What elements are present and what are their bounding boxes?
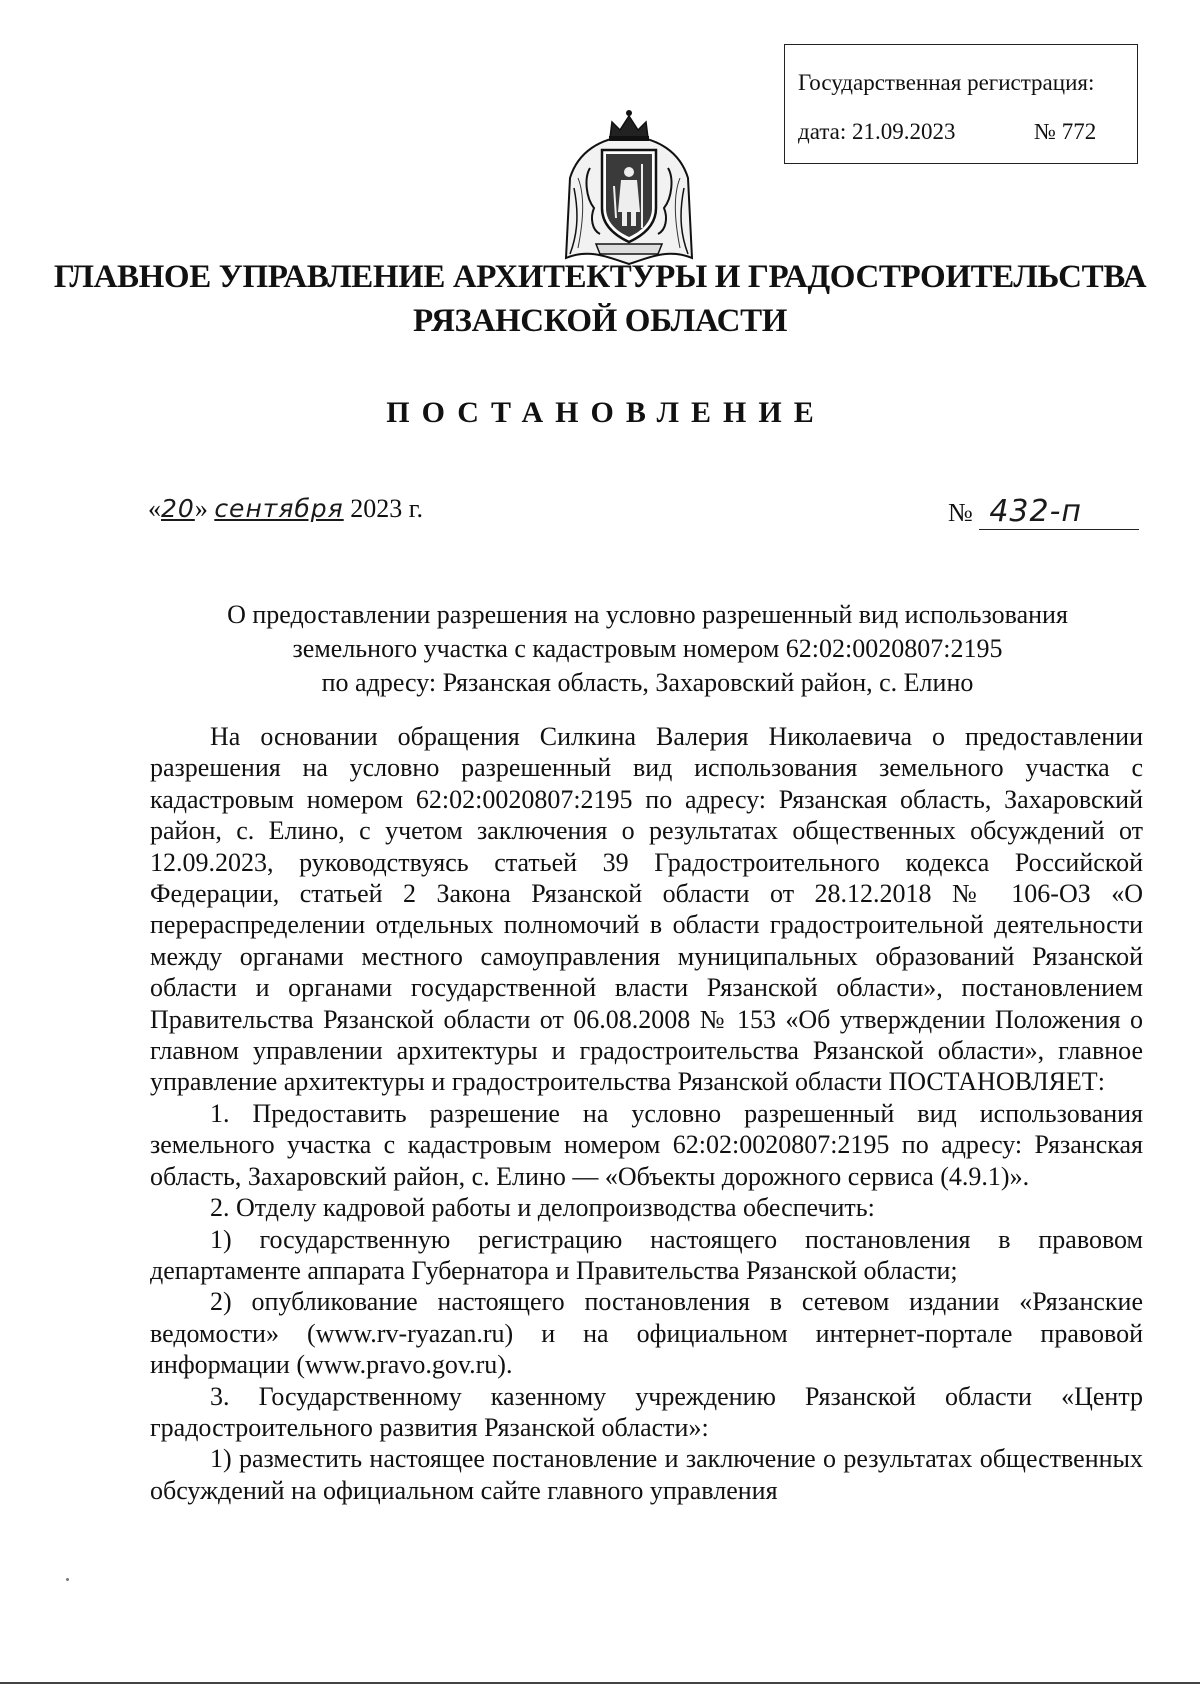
document-number [948,494,1139,530]
subject-line2: земельного участка с кадастровым номером 62:02:0020807:2195 [292,634,1003,663]
date-year: 2023 г. [350,494,423,523]
document-date [148,494,423,524]
registration-title: Государственная регистрация: [798,70,1095,95]
paragraph-item-3-1: 1) разместить настоящее постановление и заключение о результатах общественных обсуждений на официальном сайте главного управления [150,1444,1143,1505]
paragraph-item-3: 3. Государственному казенному учреждению Рязанской области «Центр градостроительного развития Рязанской области»: [150,1381,1143,1442]
subject-line3: по адресу: Рязанская область, Захаровский район, с. Елино [321,668,974,697]
date-open-quote: « [148,494,161,523]
date-month-handwritten: сентября [214,494,344,523]
paragraph-item-2-1: 1) государственную регистрацию настоящего постановления в правовом департаменте аппарата Губернатора и Правительства Рязанской области; [150,1224,1143,1285]
date-day-handwritten: 20 [161,494,195,523]
number-prefix: № [948,498,973,527]
paragraph-preamble: На основании обращения Силкина Валерия Николаевича о предоставлении разрешения на условно разрешенный вид использования земельного участка с кадастровым номером 62:02:0020807:2195 по адресу: Рязанская область, Захаровский район, с. Елино, с учетом заключения о результатах общественных обсуждений от 12.09.2023, руководствуясь статьей 39 Градостроительного кодекса Российской Федерации, статьей 2 Закона Рязанской области от 28.12.2018 № 106-ОЗ «О перераспределении отдельных полномочий в области градостроительной деятельности между органами местного самоуправления муниципальных образований Рязанской области и органами государственной власти Рязанской области», постановлением Правительства Рязанской области от 06.08.2008 № 153 «Об утверждении Положения о главном управлении архитектуры и градостроительства Рязанской области», главное управление архитектуры и градостроительства Рязанской области ПОСТАНОВЛЯЕТ: [150,722,1143,1097]
ryazan-coat-of-arms-icon [560,108,698,268]
registration-stamp [784,44,1138,164]
paragraph-item-1: 1. Предоставить разрешение на условно разрешенный вид использования земельного участка с кадастровым номером 62:02:0020807:2195 по адресу: Рязанская область, Захаровский район, с. Елино — «Объекты дорожного сервиса (4.9.1)». [150,1098,1143,1191]
scan-speck [66,1578,69,1581]
date-close-quote: » [194,494,208,523]
document-body [150,721,1143,1506]
document-type-title: ПОСТАНОВЛЕНИЕ [386,396,826,429]
subject-line1: О предоставлении разрешения на условно разрешенный вид использования [227,600,1068,629]
registration-number: № 772 [1034,119,1097,144]
document-subject [150,598,1145,700]
organization-name-line2: РЯЗАНСКОЙ ОБЛАСТИ [413,303,787,339]
paragraph-item-2-2: 2) опубликование настоящего постановления в сетевом издании «Рязанские ведомости» (www.rv-ryazan.ru) и на официальном интернет-портале правовой информации (www.pravo.gov.ru). [150,1287,1143,1380]
paragraph-item-2: 2. Отделу кадровой работы и делопроизводства обеспечить: [210,1193,875,1223]
registration-date: дата: 21.09.2023 [798,119,956,144]
organization-name-line1: ГЛАВНОЕ УПРАВЛЕНИЕ АРХИТЕКТУРЫ И ГРАДОСТРОИТЕЛЬСТВА [53,259,1147,295]
number-handwritten: 432-п [979,494,1139,530]
page-bottom-rule [0,1682,1200,1684]
